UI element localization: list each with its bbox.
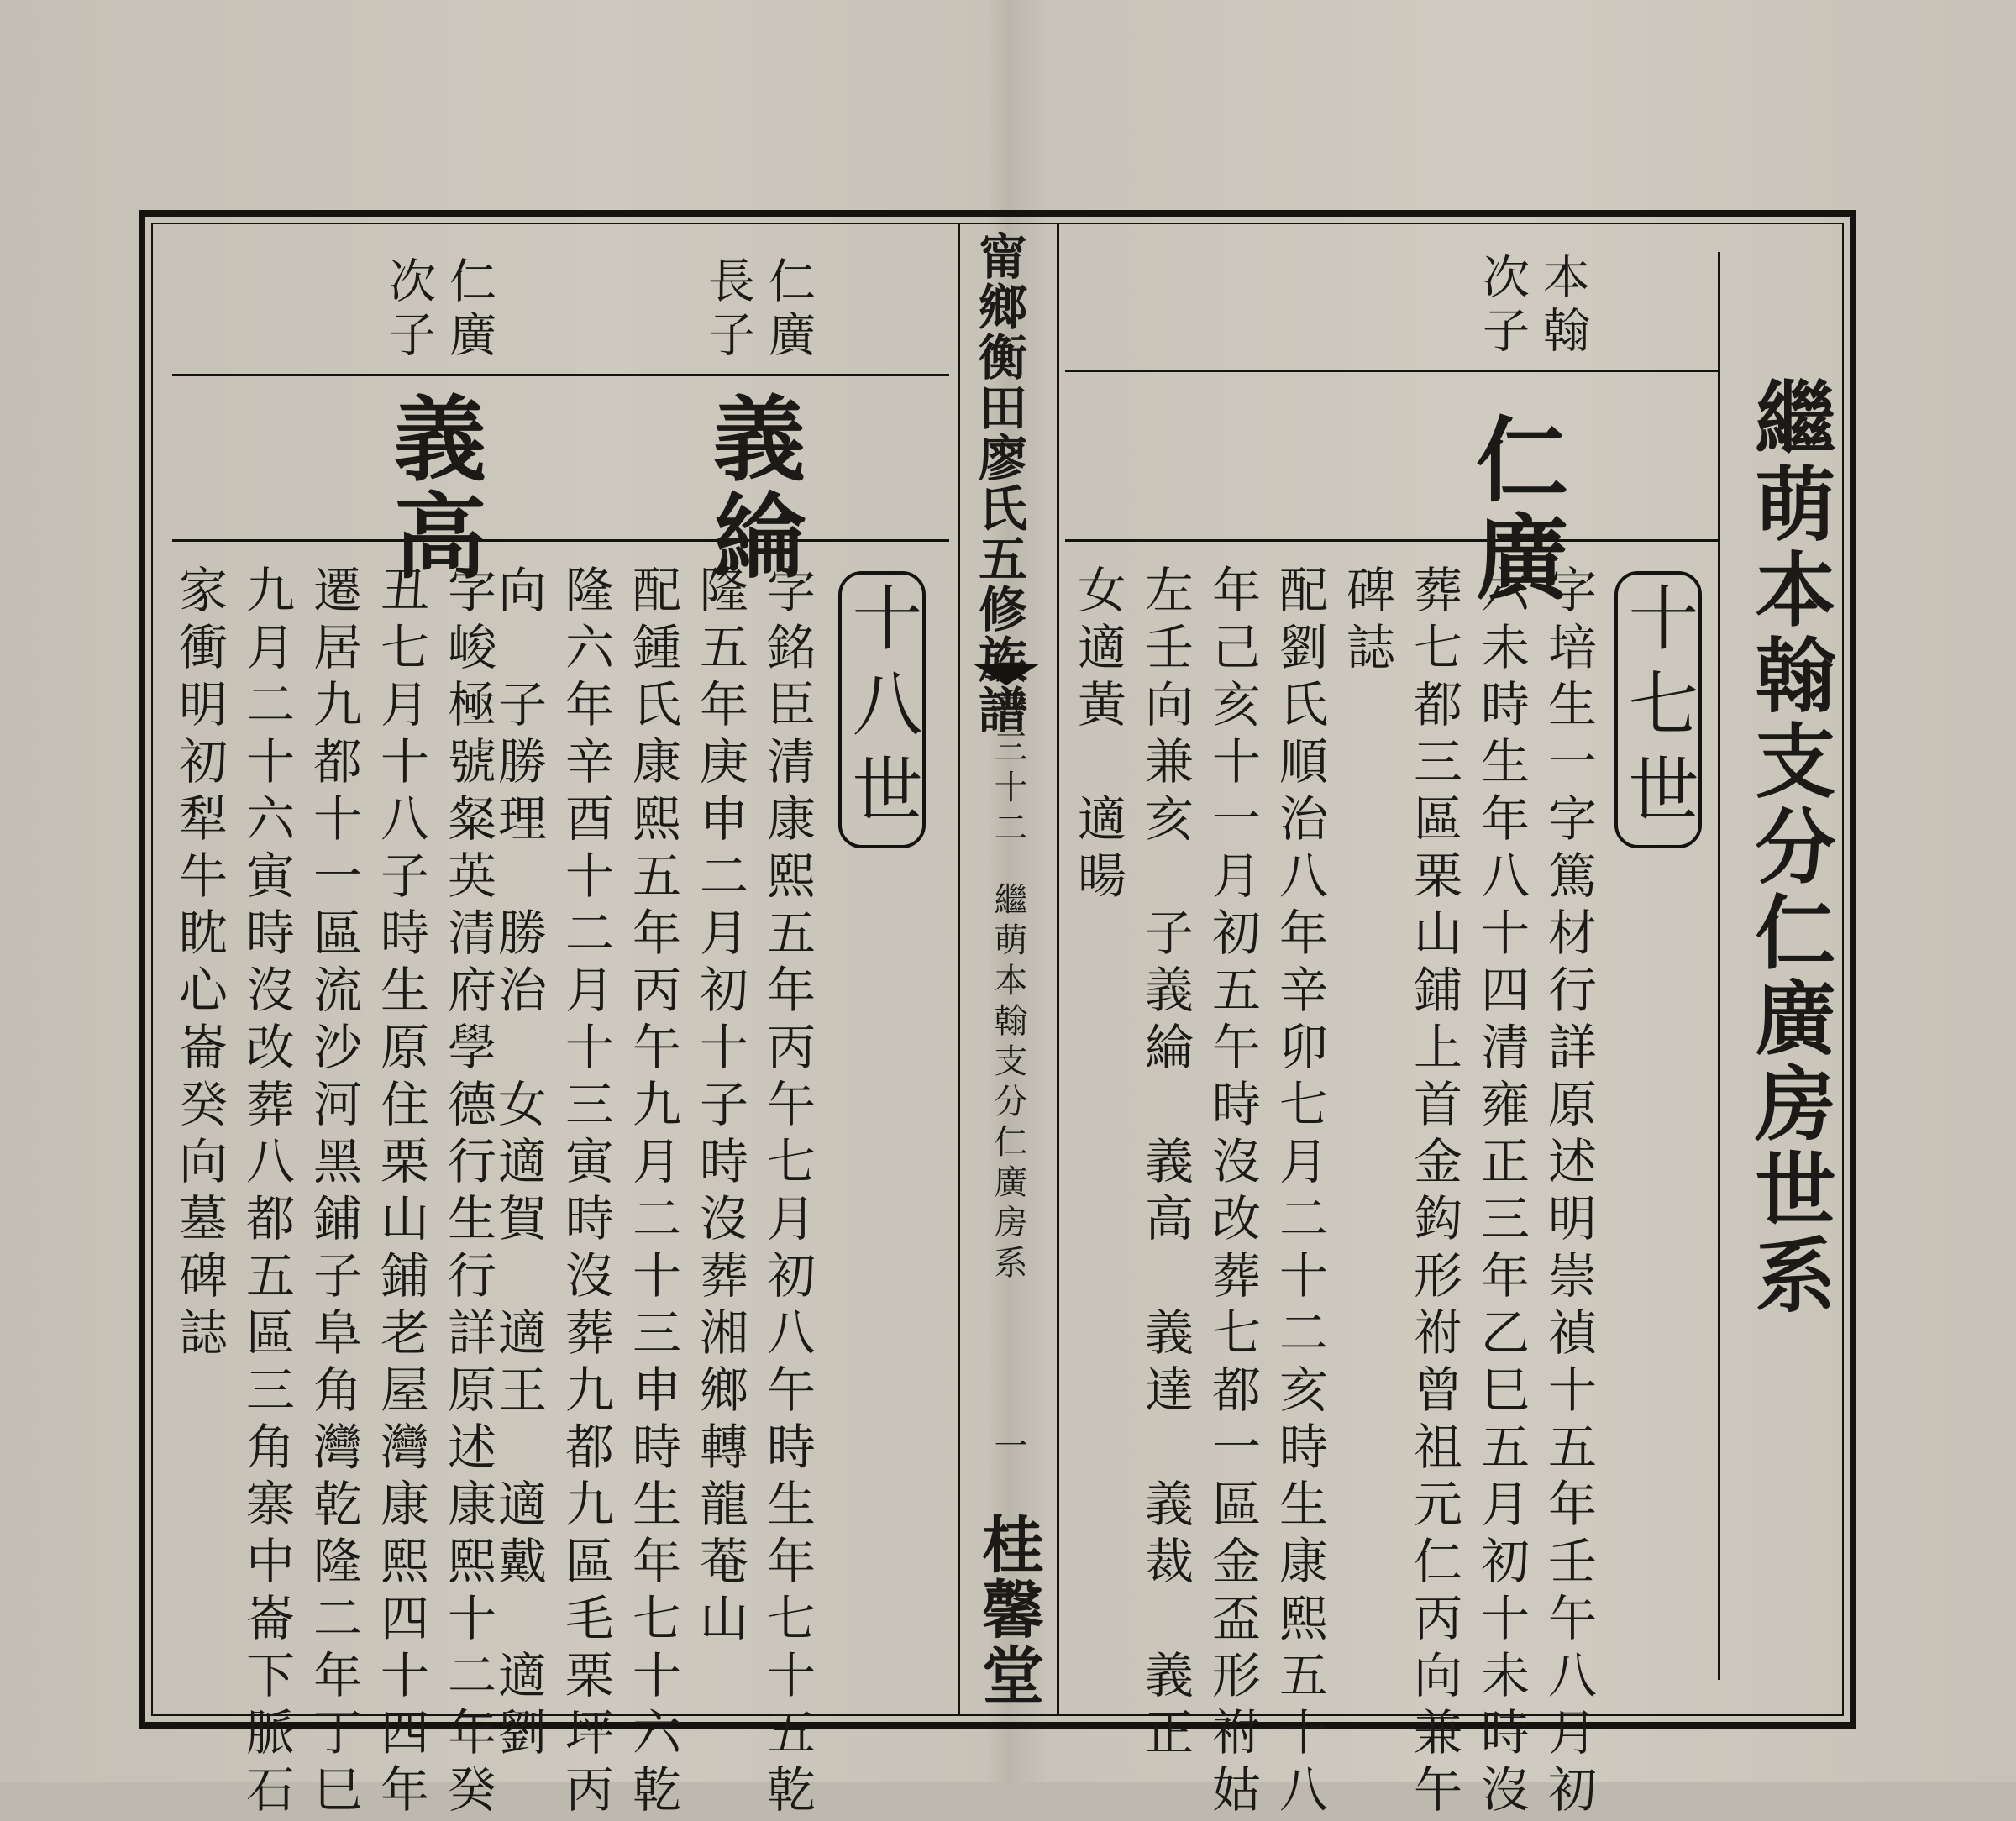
- bio-line: 六未時生年八十四清雍正三年乙巳五月初十未時沒: [1473, 564, 1530, 1821]
- bio-line: 字培生一字篤材行詳原述明崇禎十五年壬午八月初: [1540, 564, 1597, 1821]
- parent-name: 仁廣: [761, 256, 816, 364]
- person-name: 仁廣: [1461, 412, 1569, 606]
- bio-line: 隆六年辛酉十二月十三寅時沒葬九都九區毛栗坪丙: [557, 564, 614, 1821]
- page-number: 一: [989, 1428, 1027, 1468]
- section-label: 繼萌本翰支分仁廣房系: [989, 882, 1027, 1285]
- bio-line: 九月二十六寅時沒改葬八都五區三角寨中崙下脈石: [238, 564, 295, 1821]
- person-name: 義高: [379, 391, 487, 585]
- person-name: 義綸: [698, 391, 806, 585]
- bio-line: 碑誌: [1338, 564, 1395, 679]
- right-header-rule: [1065, 370, 1718, 372]
- relation-label: 次子: [381, 256, 436, 364]
- relation-label: 長子: [701, 256, 755, 364]
- generation-label: 十七世: [1617, 581, 1699, 838]
- hall-name: 桂馨堂: [972, 1512, 1044, 1708]
- bio-line: 遷居九都十一區流沙河黑鋪子阜角灣乾隆二年丁巳: [305, 564, 362, 1821]
- right-name-rule: [1065, 539, 1718, 542]
- bio-line: 丑七月十八子時生原住栗山鋪老屋灣康熙四十四年: [372, 564, 429, 1821]
- spine-divider-right: [1057, 223, 1059, 1716]
- book-title: 甯鄉衡田廖氏五修族譜: [970, 231, 1027, 735]
- page-title: 繼萌本翰支分仁廣房世系: [1742, 376, 1837, 1319]
- title-column-divider: [1718, 252, 1720, 1680]
- bio-line: 家衝明初犁牛眈心崙癸向墓碑誌: [171, 564, 228, 1364]
- parent-name: 本翰: [1536, 252, 1590, 359]
- bio-line: 隆五年庚申二月初十子時沒葬湘鄉轉龍菴山: [691, 564, 748, 1650]
- generation-label: 十八世: [841, 581, 923, 838]
- relation-label: 次子: [1475, 252, 1530, 359]
- bio-line: 向 子勝理 勝治 女適賀 適王 適戴 適劉: [490, 564, 547, 1764]
- bio-line: 女適黃 適暘: [1069, 564, 1126, 907]
- parent-name: 仁廣: [442, 256, 496, 364]
- bio-line: 字峻極號粲英清府學德行生行詳原述康熙十二年癸: [439, 564, 496, 1821]
- bio-line: 配劉氏順治八年辛卯七月二十二亥時生康熙五十八: [1271, 564, 1328, 1821]
- left-header-rule: [172, 374, 949, 376]
- bio-line: 年己亥十一月初五午時沒改葬七都一區金盃形祔姑: [1204, 564, 1261, 1821]
- bio-line: 配鍾氏康熙五年丙午九月二十三申時生年七十六乾: [624, 564, 681, 1821]
- bio-line: 字銘臣清康熙五年丙午七月初八午時生年七十五乾: [759, 564, 816, 1821]
- left-name-rule: [172, 539, 949, 542]
- spine-divider-left: [958, 223, 960, 1716]
- fish-tail-mark: [973, 664, 1040, 685]
- generation-badge: [1614, 571, 1702, 848]
- generation-badge: [838, 571, 926, 848]
- bio-line: 左壬向兼亥 子義綸 義高 義達 義裁 義正: [1137, 564, 1194, 1764]
- bio-line: 葬七都三區栗山鋪上首金鈎形祔曾祖元仁丙向兼午: [1405, 564, 1462, 1821]
- volume-label: 卷三十二: [989, 689, 1027, 850]
